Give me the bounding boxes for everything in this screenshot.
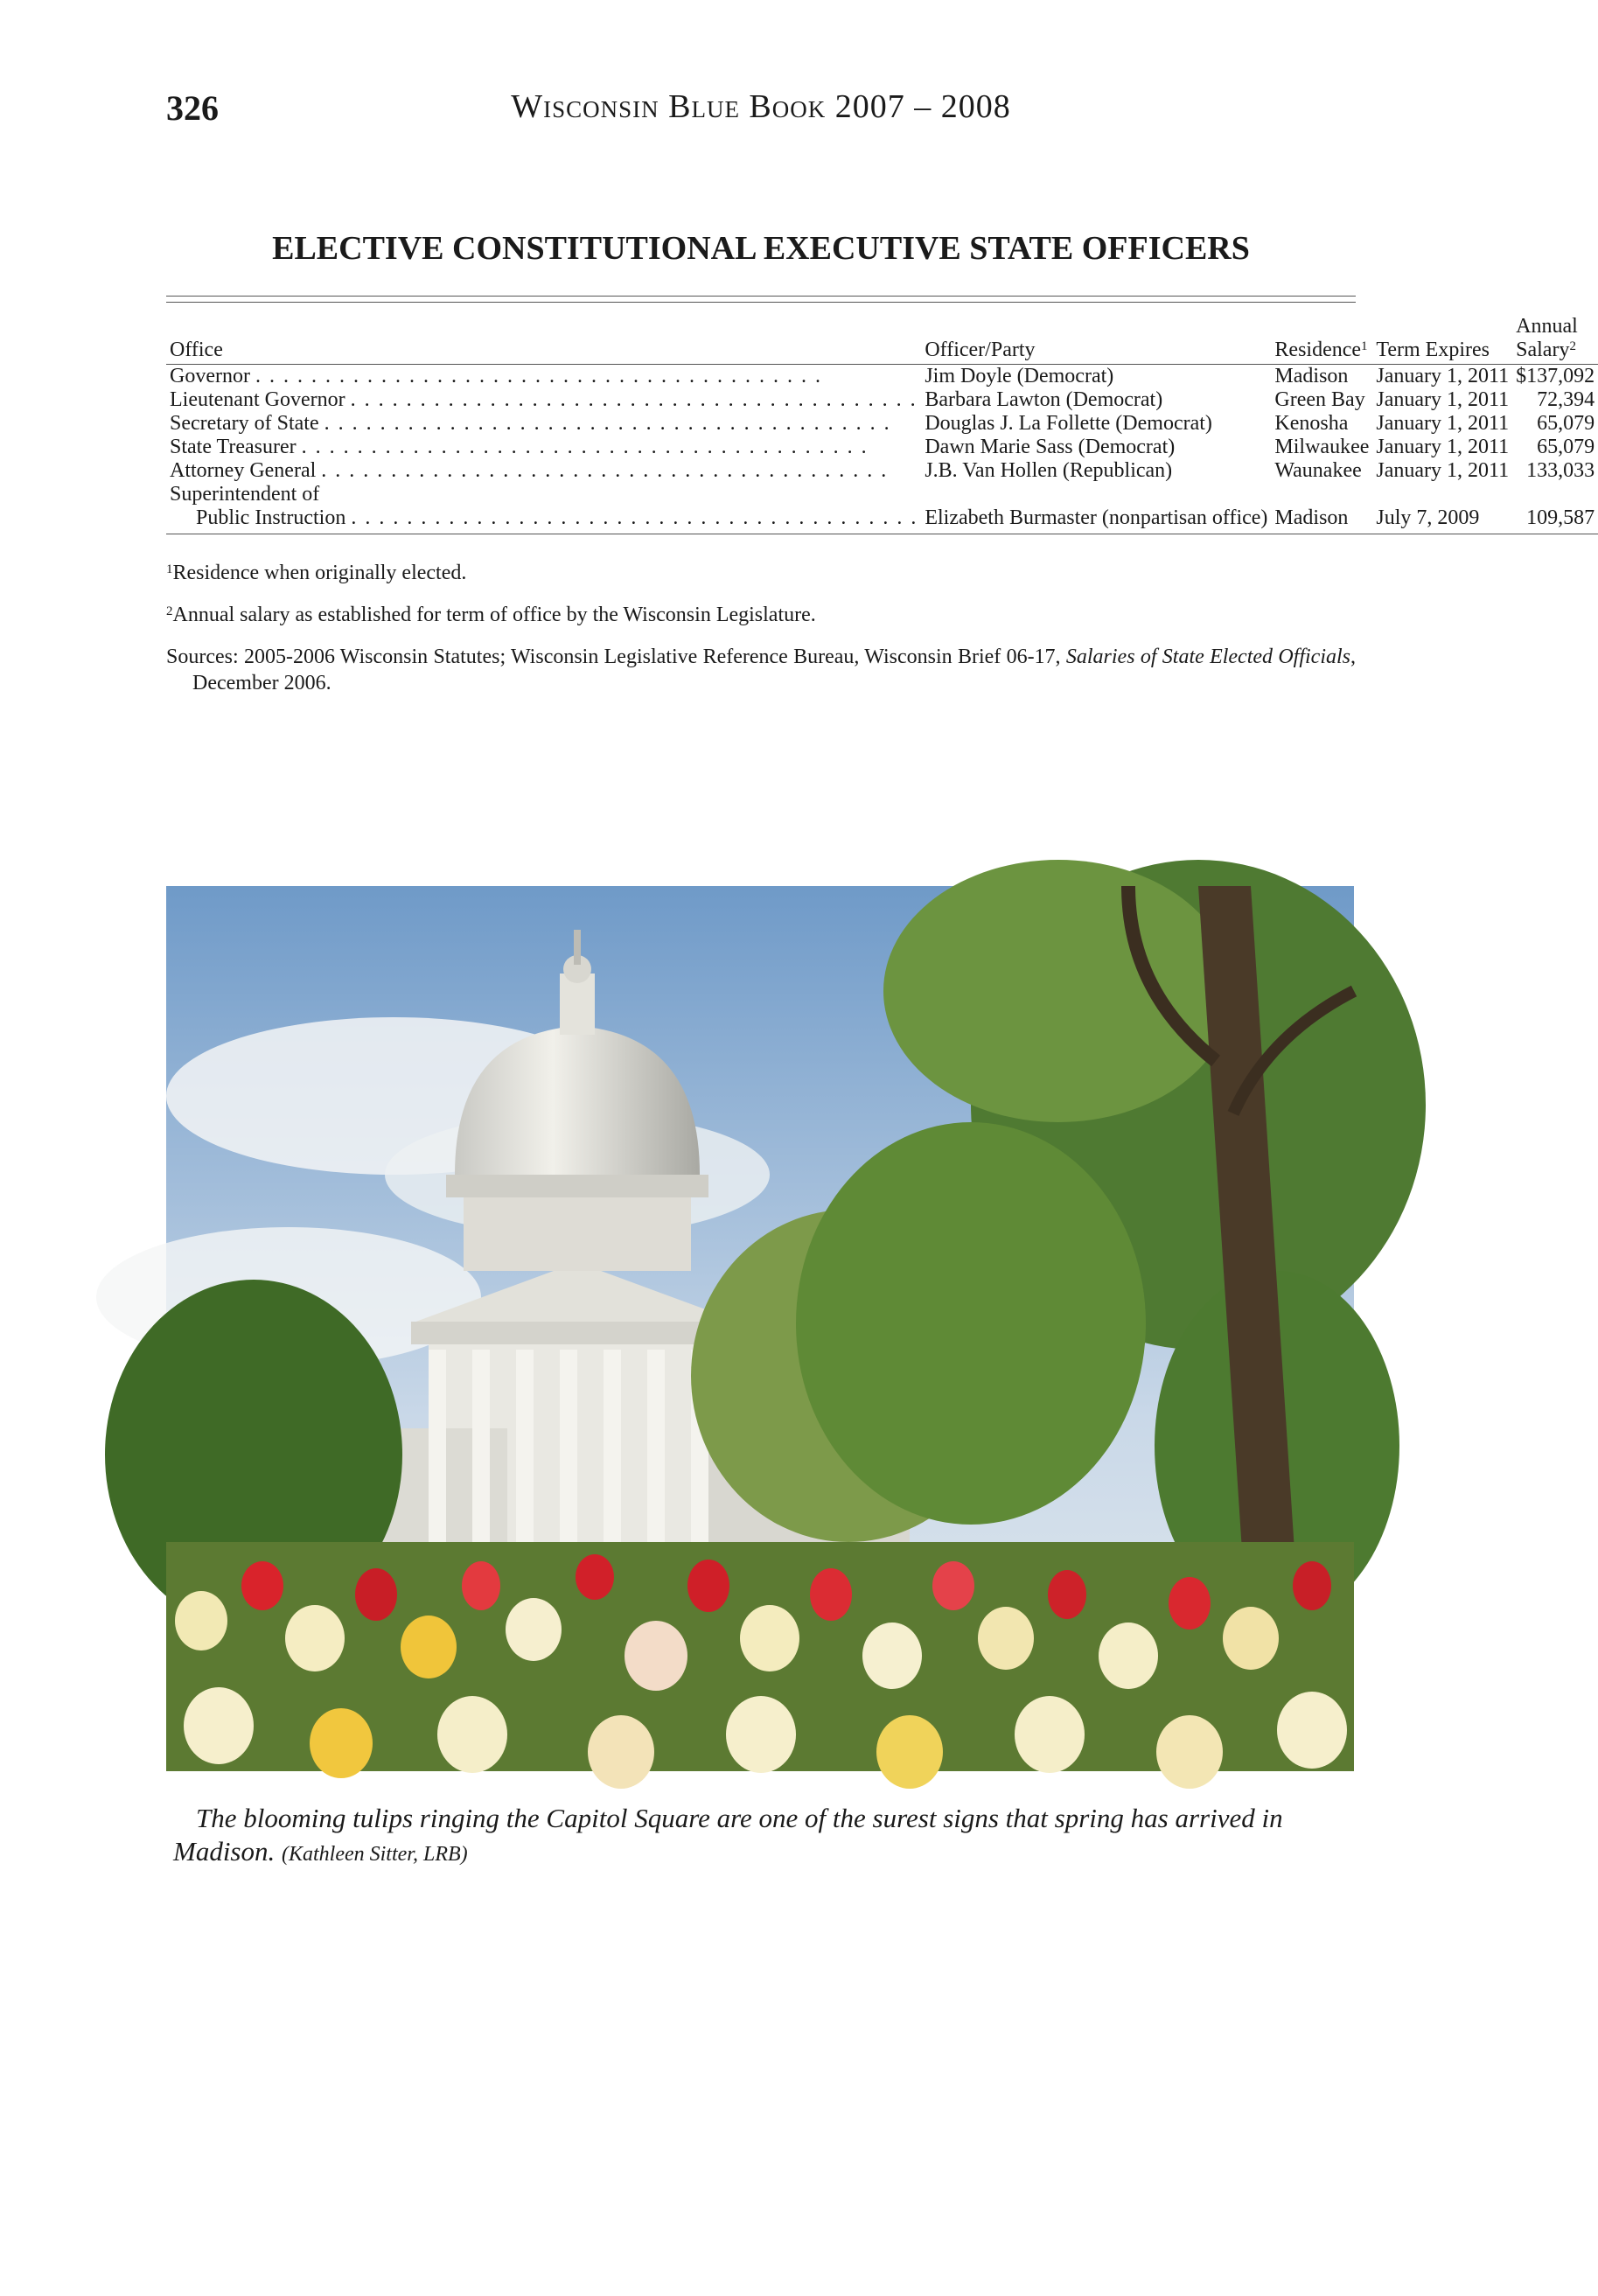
- footnote-1: $^1$Residence when originally elected.: [166, 562, 467, 584]
- page-header: [166, 87, 1356, 140]
- table-title: ELECTIVE CONSTITUTIONAL EXECUTIVE STATE OFFICERS: [272, 230, 1250, 267]
- top-rule-double: [166, 302, 1356, 303]
- term-expires: January 1, 2011: [1376, 459, 1510, 482]
- officer-name: J.B. Van Hollen (Republican): [925, 459, 1173, 482]
- office-name: State Treasurer: [170, 436, 297, 458]
- salary: 65,079: [1537, 436, 1595, 458]
- capitol-tulips-photo: [166, 886, 1354, 1771]
- salary: $137,092: [1516, 365, 1595, 387]
- office-name-line2: Public Instruction: [196, 506, 346, 529]
- officer-name: Dawn Marie Sass (Democrat): [925, 436, 1176, 458]
- table-header-row: [166, 315, 1598, 365]
- footnotes: [166, 560, 1356, 712]
- caption-text: The blooming tulips ringing the Capitol Square are one of the surest signs that spring has arrived in Madison.: [173, 1803, 1283, 1867]
- table-row: [166, 436, 1598, 459]
- office-name: Attorney General: [170, 459, 317, 482]
- footnote-ref-1: 1: [1361, 339, 1368, 353]
- top-rule: [166, 296, 1356, 297]
- table-row: [166, 459, 1598, 483]
- officer-name: Jim Doyle (Democrat): [925, 365, 1114, 387]
- term-expires: July 7, 2009: [1372, 506, 1512, 534]
- term-expires: January 1, 2011: [1376, 436, 1510, 458]
- col-residence-header: Residence$^1$: [1271, 315, 1372, 365]
- officer-name: Douglas J. La Follette (Democrat): [925, 412, 1212, 435]
- residence: Waunakee: [1274, 459, 1362, 482]
- col-officer-header: Officer/Party: [921, 315, 1271, 365]
- photo-credit: (Kathleen Sitter, LRB): [282, 1843, 468, 1866]
- office-name: Lieutenant Governor: [170, 388, 345, 411]
- salary: 72,394: [1537, 388, 1595, 411]
- salary: 65,079: [1537, 412, 1595, 435]
- officers-table: [166, 315, 1598, 534]
- residence: Green Bay: [1274, 388, 1365, 411]
- residence: Kenosha: [1274, 412, 1349, 435]
- term-expires: January 1, 2011: [1376, 388, 1510, 411]
- residence: Madison: [1274, 365, 1349, 387]
- table-row: [166, 365, 1598, 389]
- officer-name: Barbara Lawton (Democrat): [925, 388, 1163, 411]
- running-title: Wisconsin Blue Book 2007 – 2008: [511, 88, 1011, 125]
- photo-caption: [173, 1802, 1350, 1871]
- col-term-header: Term Expires: [1372, 315, 1512, 365]
- residence: Madison: [1271, 506, 1372, 534]
- salary: 133,033: [1526, 459, 1595, 482]
- office-name: Governor: [170, 365, 250, 387]
- term-expires: January 1, 2011: [1376, 412, 1510, 435]
- residence: Milwaukee: [1274, 436, 1370, 458]
- sources-note: Sources: 2005-2006 Wisconsin Statutes; Wisconsin Legislative Reference Bureau, Wisconsin Brief 06-17, Salaries of State Elected Officials, December 2006.: [166, 646, 1356, 694]
- table-row: [166, 483, 1598, 506]
- col-office-header: Office: [166, 315, 921, 365]
- term-expires: January 1, 2011: [1376, 365, 1510, 387]
- office-name: Secretary of State: [170, 412, 319, 435]
- officer-name: Elizabeth Burmaster (nonpartisan office): [921, 506, 1271, 534]
- footnote-2: $^2$Annual salary as established for term of office by the Wisconsin Legislature.: [166, 604, 816, 626]
- salary: 109,587: [1512, 506, 1598, 534]
- footnote-ref-2: 2: [1569, 339, 1576, 353]
- page-number: 326: [166, 88, 219, 128]
- office-name-line1: Superintendent of: [170, 483, 320, 506]
- table-row: [166, 412, 1598, 436]
- table-row: [166, 506, 1598, 534]
- col-salary-header: Annual Salary$^2$: [1512, 315, 1598, 365]
- table-row: [166, 388, 1598, 412]
